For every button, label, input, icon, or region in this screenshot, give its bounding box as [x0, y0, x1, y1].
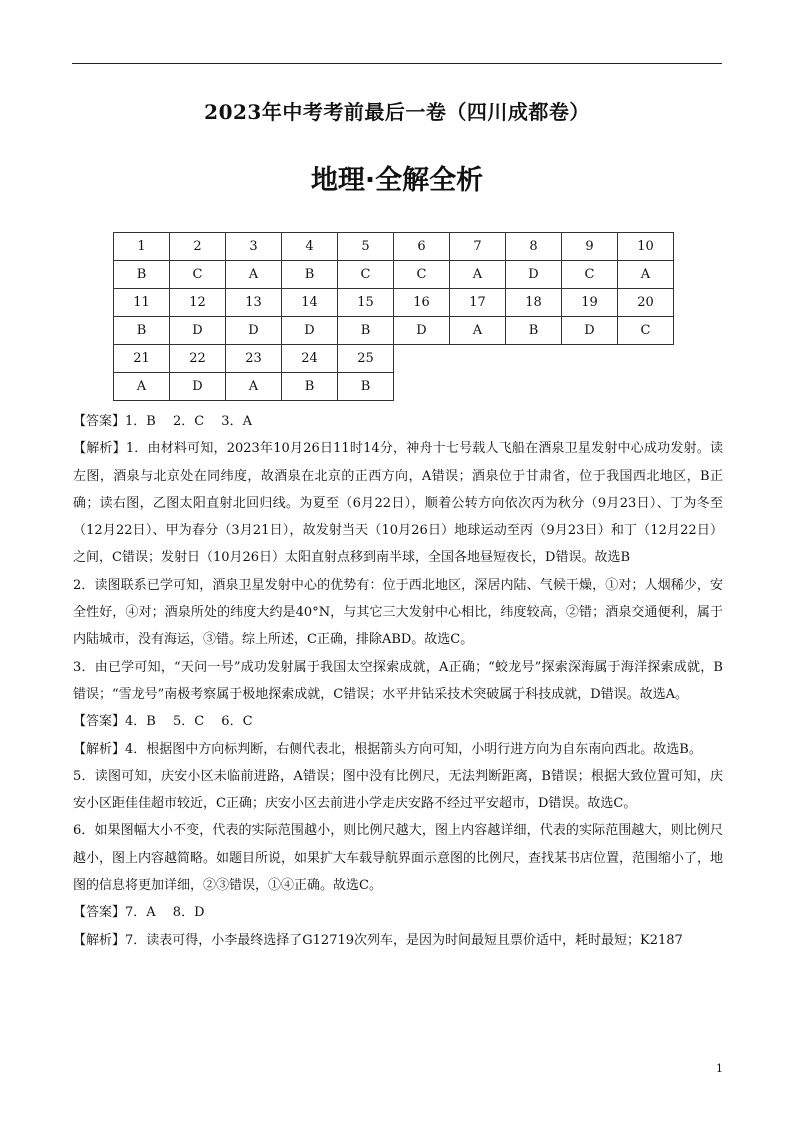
- analysis-paragraph: 5．读图可知，庆安小区未临前进路，A错误；图中没有比例尺，无法判断距离，B错误；根据大致位置可知，庆安小区距佳佳超市较近，C正确；庆安小区去前进小学走庆安路不经过平安超市，D错误。故选C。: [73, 768, 723, 812]
- question-number: 11: [114, 289, 170, 317]
- question-number: 7: [450, 233, 506, 261]
- answer-letter: D: [282, 317, 338, 345]
- answer-key-table: [113, 232, 674, 401]
- question-number: 9: [562, 233, 618, 261]
- answer-letter: D: [562, 317, 618, 345]
- answer-letter: A: [226, 261, 282, 289]
- answer-letter: A: [450, 261, 506, 289]
- answer-letter: B: [114, 261, 170, 289]
- page-title: 2023年中考考前最后一卷（四川成都卷）: [204, 100, 590, 124]
- analysis-paragraph: 【解析】1．由材料可知，2023年10月26日11时14分，神舟十七号载人飞船在酒泉卫星发射中心成功发射。读左图，酒泉与北京处在同纬度，故酒泉在北京的正西方向，A错误；酒泉位于甘肃省，位于我国西北地区，B正确；读右图，乙图太阳直射北回归线。为夏至（6月22日），顺着公转方向依次丙为秋分（9月23日）、丁为冬至（12月22日）、甲为春分（3月21日），故发射当天（10月26日）地球运动至丙（9月23日）和丁（12月22日）之间，C错误；发射日（10月26日）太阳直射点移到南半球，全国各地昼短夜长，D错误。故选B: [73, 441, 723, 566]
- answer-letter: A: [450, 317, 506, 345]
- answer-letter: B: [282, 373, 338, 401]
- answer-line: 【答案】7．A 8．D: [73, 905, 205, 921]
- answer-letter: D: [226, 317, 282, 345]
- question-number: 6: [394, 233, 450, 261]
- answer-letter: B: [114, 317, 170, 345]
- header-rule: [72, 63, 722, 64]
- answer-letter: C: [338, 261, 394, 289]
- analysis-paragraph: 2．读图联系已学可知，酒泉卫星发射中心的优势有：位于西北地区，深居内陆、气候干燥，①对；人烟稀少，安全性好，④对；酒泉所处的纬度大约是40°N，与其它三大发射中心相比，纬度较高，②错；酒泉交通便利，属于内陆城市，没有海运，③错。综上所述，C正确，排除ABD。故选C。: [73, 577, 723, 648]
- question-number: 2: [170, 233, 226, 261]
- answer-letter: A: [226, 373, 282, 401]
- answer-row-answers-3: [114, 373, 674, 401]
- question-number: 18: [506, 289, 562, 317]
- analysis-paragraph: 【解析】4．根据图中方向标判断，右侧代表北，根据箭头方向可知，小明行进方向为自东南向西北。故选B。: [73, 741, 702, 757]
- question-number: 15: [338, 289, 394, 317]
- question-number: 4: [282, 233, 338, 261]
- answer-letter: C: [394, 261, 450, 289]
- page-subtitle: 地理·全解全析: [310, 165, 484, 196]
- answer-letter: D: [506, 261, 562, 289]
- analysis-body: [73, 408, 723, 954]
- question-number: 13: [226, 289, 282, 317]
- answer-letter: B: [282, 261, 338, 289]
- analysis-paragraph: 3．由已学可知，“天问一号”成功发射属于我国太空探索成就，A正确；“蛟龙号”探索深海属于海洋探索成就，B错误；“雪龙号”南极考察属于极地探索成就，C错误；水平井钻采技术突破属于科技成就，D错误。故选A。: [73, 659, 723, 702]
- answer-letter: D: [170, 373, 226, 401]
- question-number: 10: [618, 233, 674, 261]
- question-number: 12: [170, 289, 226, 317]
- answer-row-answers-1: [114, 261, 674, 289]
- question-number: 8: [506, 233, 562, 261]
- question-number: 5: [338, 233, 394, 261]
- answer-letter: C: [170, 261, 226, 289]
- analysis-paragraph: 【解析】7．读表可得，小李最终选择了G12719次列车，是因为时间最短且票价适中，耗时最短；K2187: [73, 932, 683, 948]
- answer-letter: A: [618, 261, 674, 289]
- answer-line: 【答案】4．B 5．C 6．C: [73, 714, 253, 730]
- answer-letter: B: [506, 317, 562, 345]
- answer-letter: B: [338, 373, 394, 401]
- answer-row-numbers-2: [114, 289, 674, 317]
- question-number: 17: [450, 289, 506, 317]
- page-number: 1: [716, 1062, 723, 1075]
- question-number: 21: [114, 345, 170, 373]
- question-number: 1: [114, 233, 170, 261]
- answer-row-numbers-3: [114, 345, 674, 373]
- question-number: 14: [282, 289, 338, 317]
- question-number: 19: [562, 289, 618, 317]
- table-blank-area: [394, 373, 674, 401]
- answer-letter: C: [618, 317, 674, 345]
- answer-row-answers-2: [114, 317, 674, 345]
- analysis-paragraph: 6．如果图幅大小不变，代表的实际范围越小，则比例尺越大，图上内容越详细，代表的实际范围越大，则比例尺越小，图上内容越简略。如题目所说，如果扩大车载导航界面示意图的比例尺，查找某书店位置，范围缩小了，地图的信息将更加详细，②③错误，①④正确。故选C。: [73, 823, 724, 894]
- answer-letter: D: [170, 317, 226, 345]
- answer-row-numbers-1: [114, 233, 674, 261]
- answer-letter: C: [562, 261, 618, 289]
- answer-line: 【答案】1．B 2．C 3．A: [73, 414, 252, 429]
- answer-letter: D: [394, 317, 450, 345]
- question-number: 22: [170, 345, 226, 373]
- question-number: 3: [226, 233, 282, 261]
- table-blank-area: [394, 345, 674, 373]
- question-number: 25: [338, 345, 394, 373]
- answer-letter: B: [338, 317, 394, 345]
- question-number: 24: [282, 345, 338, 373]
- answer-letter: A: [114, 373, 170, 401]
- question-number: 23: [226, 345, 282, 373]
- question-number: 20: [618, 289, 674, 317]
- question-number: 16: [394, 289, 450, 317]
